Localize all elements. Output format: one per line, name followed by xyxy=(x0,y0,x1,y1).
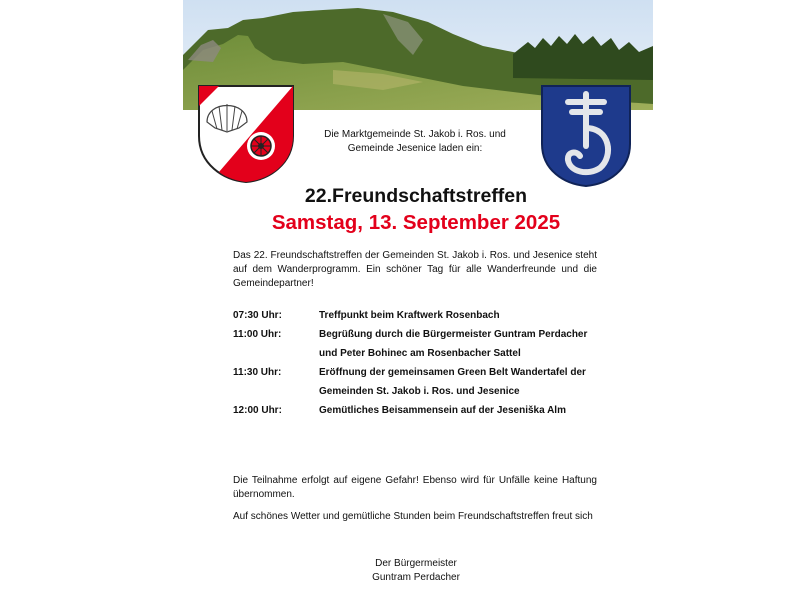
invitation-line-1: Die Marktgemeinde St. Jakob i. Ros. und xyxy=(324,129,506,140)
invitation-text xyxy=(300,128,530,156)
closing-paragraph: Auf schönes Wetter und gemütliche Stunden beim Freundschaftstreffen freut sich xyxy=(233,511,593,522)
intro-paragraph: Das 22. Freundschaftstreffen der Gemeinden St. Jakob i. Ros. und Jesenice steht auf dem Wanderprogramm. Ein schöner Tag für alle Wanderfreunde und die Gemeindepartner! xyxy=(233,250,597,289)
schedule xyxy=(233,306,603,420)
event-title: 22.Freundschaftstreffen xyxy=(304,185,528,207)
schedule-text: Begrüßung durch die Bürgermeister Guntram Perdacher und Peter Bohinec am Rosenbacher Sattel xyxy=(319,329,588,359)
schedule-text: Gemütliches Beisammensein auf der Jeseniška Alm xyxy=(319,405,566,416)
schedule-row xyxy=(233,401,603,420)
disclaimer-paragraph: Die Teilnahme erfolgt auf eigene Gefahr! Ebenso wird für Unfälle keine Haftung übernommen. xyxy=(233,475,597,500)
signature xyxy=(316,557,516,585)
invitation-line-2: Gemeinde Jesenice laden ein: xyxy=(347,143,483,154)
schedule-text: Treffpunkt beim Kraftwerk Rosenbach xyxy=(319,310,500,321)
signature-role: Der Bürgermeister xyxy=(375,558,457,569)
schedule-row xyxy=(233,306,603,325)
event-date: Samstag, 13. September 2025 xyxy=(271,211,561,234)
schedule-time: 11:00 Uhr: xyxy=(233,329,282,340)
signature-name: Guntram Perdacher xyxy=(372,572,460,583)
schedule-time: 11:30 Uhr: xyxy=(233,367,282,378)
schedule-time: 07:30 Uhr: xyxy=(233,310,282,321)
st-jakob-coat-of-arms-icon xyxy=(197,84,295,184)
jesenice-coat-of-arms-icon xyxy=(540,84,632,188)
schedule-time: 12:00 Uhr: xyxy=(233,405,282,416)
schedule-row xyxy=(233,363,603,401)
schedule-text: Eröffnung der gemeinsamen Green Belt Wandertafel der Gemeinden St. Jakob i. Ros. und Jesenice xyxy=(319,367,586,397)
schedule-row xyxy=(233,325,603,363)
